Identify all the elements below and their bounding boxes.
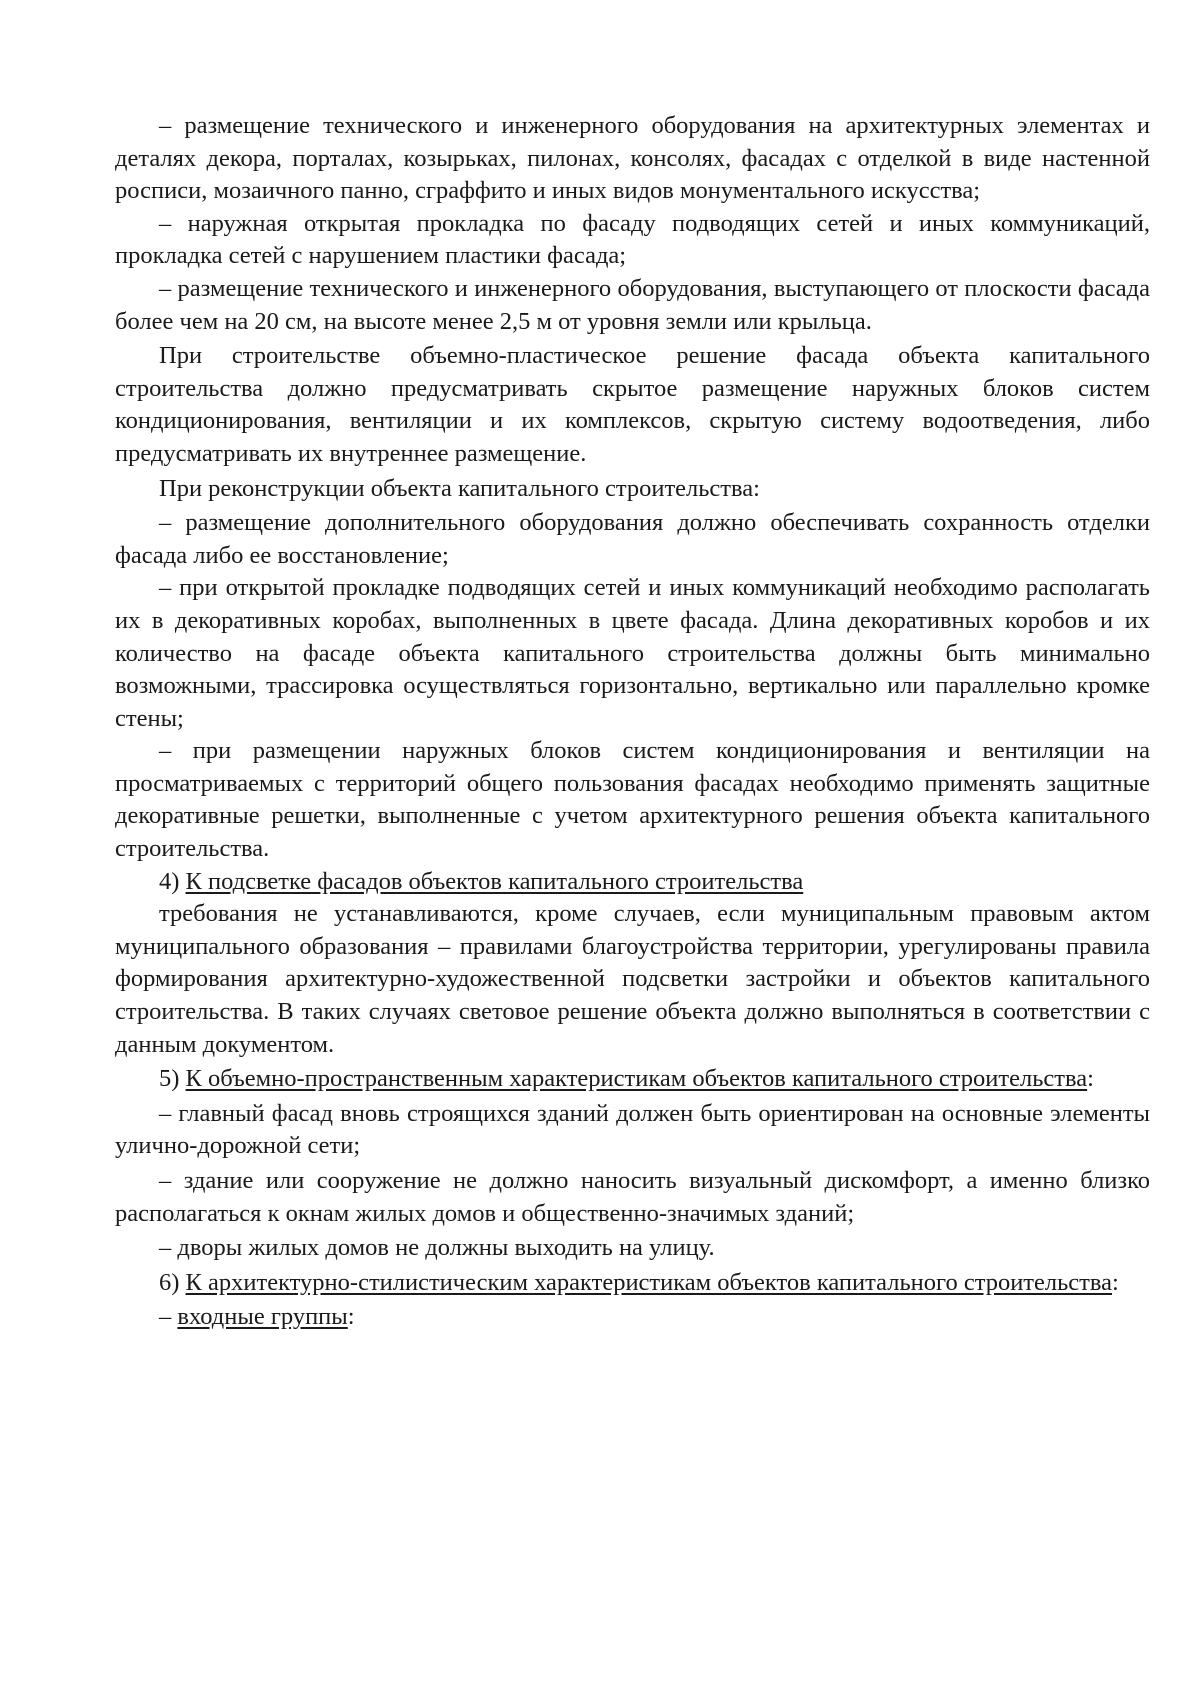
paragraph-text: – при размещении наружных блоков систем кондиционирования и вентиляции на просматриваемых с территорий общего пользования фасадах необходимо применять защитные декоративные решетки, выполненные с учетом архитектурного решения объекта капитального строительства. bbox=[115, 737, 1150, 863]
section-heading-text: К архитектурно-стилистическим характеристикам объектов капитального строительства bbox=[185, 1268, 1112, 1296]
section-heading-6 bbox=[115, 1267, 1150, 1300]
paragraph-text: – размещение технического и инженерного оборудования, выступающего от плоскости фасада более чем на 20 см, на высоте менее 2,5 м от уровня земли или крыльца. bbox=[115, 274, 1150, 335]
document-page bbox=[115, 110, 1150, 1334]
paragraph-5 bbox=[115, 473, 1150, 506]
paragraph-text: – наружная открытая прокладка по фасаду подводящих сетей и иных коммуникаций, прокладка сетей с нарушением пластики фасада; bbox=[115, 209, 1150, 270]
section-heading-5 bbox=[115, 1063, 1150, 1096]
paragraph-text: – главный фасад вновь строящихся зданий должен быть ориентирован на основные элементы улично-дорожной сети; bbox=[115, 1099, 1150, 1160]
paragraph-3 bbox=[115, 273, 1150, 338]
paragraph-6 bbox=[115, 507, 1150, 572]
paragraph-text: – размещение дополнительного оборудования должно обеспечивать сохранность отделки фасада либо ее восстановление; bbox=[115, 509, 1150, 569]
section-heading-colon: : bbox=[1087, 1065, 1094, 1093]
paragraph-7 bbox=[115, 572, 1150, 735]
paragraph-text: При строительстве объемно-пластическое решение фасада объекта капитального строительства должно предусматривать скрытое размещение наружных блоков систем кондиционирования, вентиляции и их комплексов, скрытую систему водоотведения, либо предусматривать их внутреннее размещение. bbox=[115, 342, 1150, 467]
list-dash: – bbox=[159, 1303, 178, 1331]
paragraph-10 bbox=[115, 898, 1150, 1061]
paragraph-4 bbox=[115, 340, 1150, 470]
section-number: 4) bbox=[159, 867, 186, 895]
paragraph-16 bbox=[115, 1301, 1150, 1334]
paragraph-8 bbox=[115, 735, 1150, 865]
paragraph-14 bbox=[115, 1232, 1150, 1265]
paragraph-text: При реконструкции объекта капитального строительства: bbox=[159, 474, 760, 502]
section-number: 5) bbox=[159, 1065, 186, 1093]
paragraph-text: – размещение технического и инженерного оборудования на архитектурных элементах и деталях декора, порталах, козырьках, пилонах, консолях, фасадах с отделкой в виде настенной росписи, мозаичного панно, сграффито и иных видов монументального искусства; bbox=[115, 112, 1150, 205]
paragraph-1 bbox=[115, 110, 1150, 208]
section-heading-text: К объемно-пространственным характеристикам объектов капитального строительства bbox=[185, 1065, 1088, 1093]
subsection-label: входные группы bbox=[177, 1303, 348, 1331]
section-heading-text: К подсветке фасадов объектов капитального строительства bbox=[185, 867, 804, 895]
subsection-colon: : bbox=[347, 1303, 355, 1331]
paragraph-text: – при открытой прокладке подводящих сетей и иных коммуникаций необходимо располагать их в декоративных коробах, выполненных в цвете фасада. Длина декоративных коробов и их количество на фасаде объекта капитального строительства должны быть минимально возможными, трассировка осуществляться горизонтально, вертикально или параллельно кромке стены; bbox=[115, 574, 1150, 732]
paragraph-text: требования не устанавливаются, кроме случаев, если муниципальным правовым актом муниципального образования – правилами благоустройства территории, урегулированы правила формирования архитектурно-художественной подсветки застройки и объектов капитального строительства. В таких случаях световое решение объекта должно выполняться в соответствии с данным документом. bbox=[115, 900, 1150, 1058]
section-heading-4 bbox=[115, 866, 1150, 899]
section-heading-colon: : bbox=[1112, 1268, 1119, 1296]
paragraph-text: – дворы жилых домов не должны выходить на улицу. bbox=[159, 1234, 715, 1262]
paragraph-12 bbox=[115, 1098, 1150, 1163]
paragraph-13 bbox=[115, 1165, 1150, 1230]
paragraph-2 bbox=[115, 208, 1150, 273]
paragraph-text: – здание или сооружение не должно наносить визуальный дискомфорт, а именно близко располагаться к окнам жилых домов и общественно-значимых зданий; bbox=[115, 1167, 1150, 1227]
section-number: 6) bbox=[159, 1268, 186, 1296]
